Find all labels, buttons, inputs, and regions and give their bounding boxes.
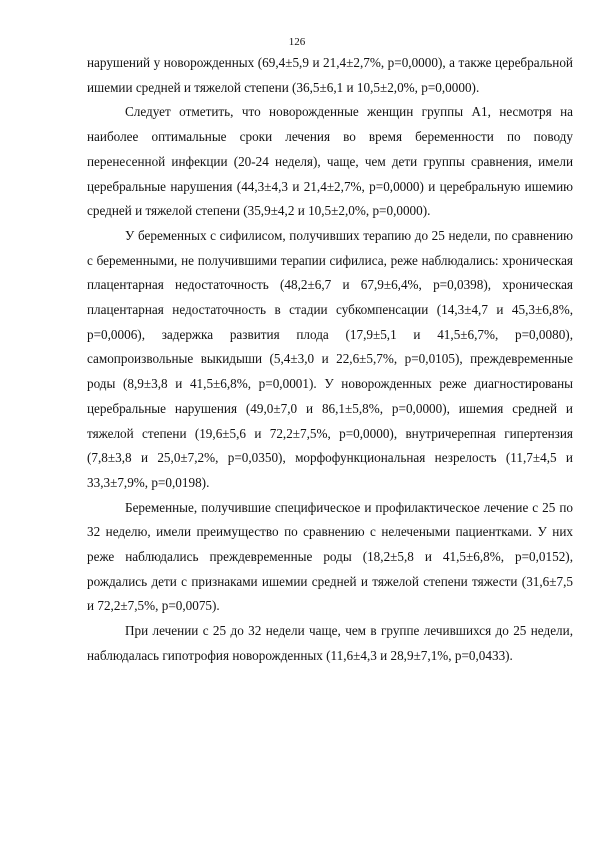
paragraph-4: Беременные, получившие специфическое и профилактическое лечение с 25 по 32 неделю, имели преимущество по сравнению с нелечеными пациентками. У них реже наблюдались преждевременные роды (18,2±5,8 и 41,5±6,8%, р=0,0152), рождались дети с признаками ишемии средней и тяжелой степени тяжести (31,6±7,5 и 72,2±7,5%, р=0,0075). [87,499,573,614]
paragraph-5: При лечении с 25 до 32 недели чаще, чем в группе лечившихся до 25 недели, наблюдалась гипотрофия новорожденных (11,6±4,3 и 28,9±7,1%, р=0,0433). [87,623,573,663]
document-body [87,51,573,669]
page-number: 126 [288,36,306,48]
paragraph-3: У беременных с сифилисом, получивших терапию до 25 недели, по сравнению с беременными, не получившими терапии сифилиса, реже наблюдались: хроническая плацентарная недостаточность (48,2±6,7 и 67,9±6,4%, р=0,0398), хроническая плацентарная недостаточность в стадии субкомпенсации (14,3±4,7 и 45,3±6,8%, р=0,0006), задержка развития плода (17,9±5,1 и 41,5±6,7%, р=0,0080), самопроизвольные выкидыши (5,4±3,0 и 22,6±5,7%, р=0,0105), преждевременные роды (8,9±3,8 и 41,5±6,8%, р=0,0001). У новорожденных реже диагностированы церебральные нарушения (49,0±7,0 и 86,1±5,8%, р=0,0000), ишемия средней и тяжелой степени (19,6±5,6 и 72,2±7,5%, р=0,0000), внутричерепная гипертензия (7,8±3,8 и 25,0±7,2%, р=0,0350), морфофункциональная незрелость (11,7±4,5 и 33,3±7,9%, р=0,0198). [87,227,573,490]
paragraph-1: нарушений у новорожденных (69,4±5,9 и 21,4±2,7%, р=0,0000), а также церебральной ишемии средней и тяжелой степени (36,5±6,1 и 10,5±2,0%, р=0,0000). [87,55,573,95]
paragraph-2: Следует отметить, что новорожденные женщин группы А1, несмотря на наиболее оптимальные сроки лечения во время беременности по поводу перенесенной инфекции (20-24 неделя), чаще, чем дети группы сравнения, имели церебральные нарушения (44,3±4,3 и 21,4±2,7%, р=0,0000) и церебральную ишемию средней и тяжелой степени (35,9±4,2 и 10,5±2,0%, р=0,0000). [87,104,573,219]
